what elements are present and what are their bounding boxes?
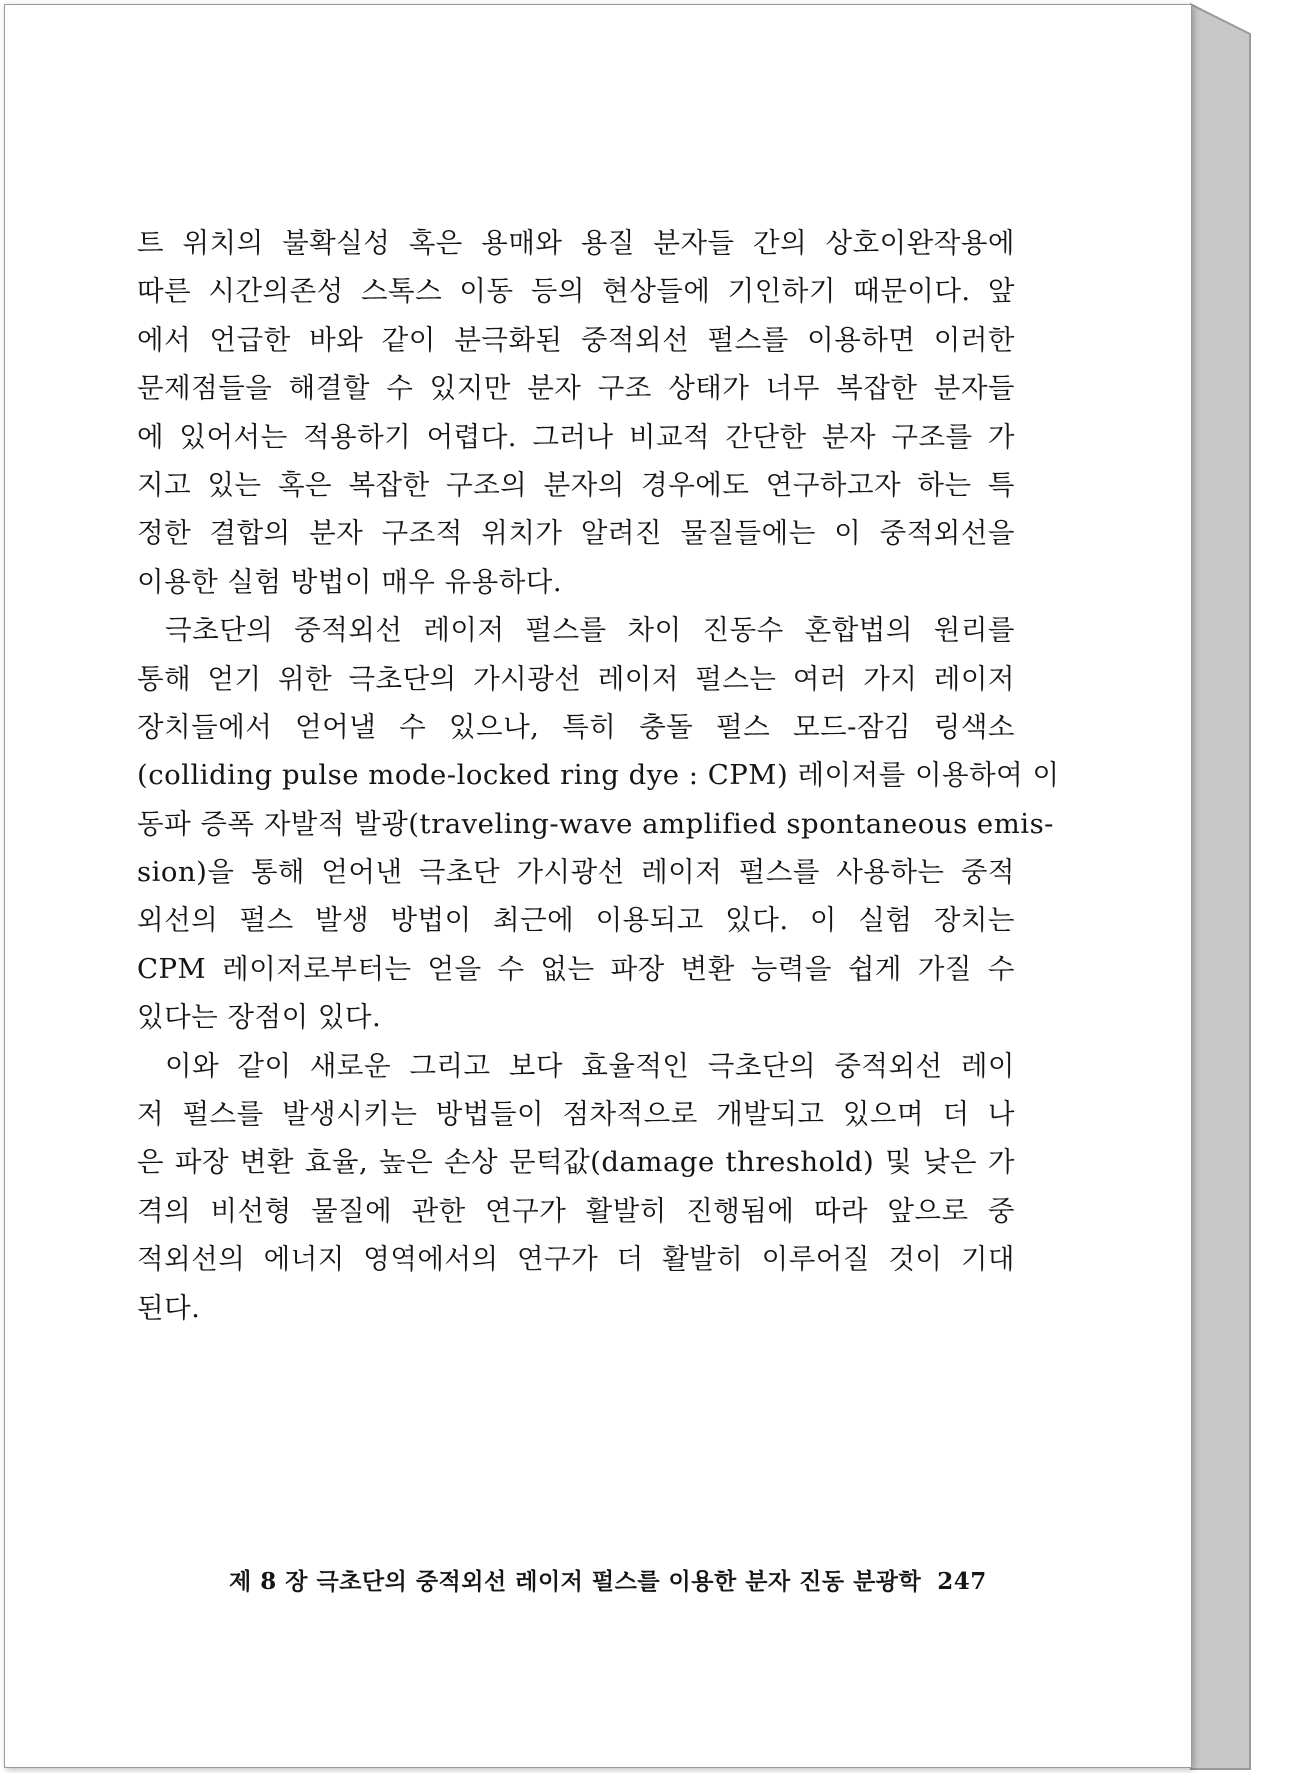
text-line: 문제점들을 해결할 수 있지만 분자 구조 상태가 너무 복잡한 분자들	[137, 372, 1015, 405]
text-line: 정한 결합의 분자 구조적 위치가 알려진 물질들에는 이 중적외선을	[137, 517, 1015, 550]
text-line: 이용한 실험 방법이 매우 유용하다.	[137, 565, 563, 598]
book-page-edge	[1190, 0, 1312, 1773]
text-line: 에 있어서는 적용하기 어렵다. 그러나 비교적 간단한 분자 구조를 가	[137, 420, 1015, 453]
text-line: 격의 비선형 물질에 관한 연구가 활발히 진행됨에 따라 앞으로 중	[137, 1194, 1015, 1227]
text-line: 트 위치의 불확실성 혹은 용매와 용질 분자들 간의 상호이완작용에	[137, 227, 1015, 259]
text-line: 동파 증폭 자발적 발광(traveling-wave amplified spontaneous emis-	[137, 807, 1054, 840]
text-line: 지고 있는 혹은 복잡한 구조의 분자의 경우에도 연구하고자 하는 특	[137, 468, 1015, 501]
text-line: 외선의 펄스 발생 방법이 최근에 이용되고 있다. 이 실험 장치는	[137, 904, 1015, 937]
page-footer	[229, 1559, 989, 1605]
text-line: 극초단의 중적외선 레이저 펄스를 차이 진동수 혼합법의 원리를	[165, 614, 1015, 647]
text-line: 통해 얻기 위한 극초단의 가시광선 레이저 펄스는 여러 가지 레이저	[137, 662, 1015, 695]
body-text	[137, 219, 1060, 1332]
text-line: 저 펄스를 발생시키는 방법들이 점차적으로 개발되고 있으며 더 나	[137, 1098, 1015, 1131]
book-edge-face	[1190, 4, 1250, 1769]
text-line: 적외선의 에너지 영역에서의 연구가 더 활발히 이루어질 것이 기대	[137, 1243, 1015, 1276]
page-number: 247	[937, 1568, 987, 1595]
running-head: 제 8 장 극초단의 중적외선 레이저 펄스를 이용한 분자 진동 분광학	[229, 1568, 922, 1595]
text-line: 은 파장 변환 효율, 높은 손상 문턱값(damage threshold) 및 낮은 가	[137, 1146, 1015, 1179]
text-line: 장치들에서 얻어낼 수 있으나, 특히 충돌 펄스 모드-잠김 링색소	[137, 710, 1015, 743]
text-line: sion)을 통해 얻어낸 극초단 가시광선 레이저 펄스를 사용하는 중적	[137, 856, 1015, 889]
book-edge-graphic	[1190, 0, 1312, 1773]
text-line: 따른 시간의존성 스톡스 이동 등의 현상들에 기인하기 때문이다. 앞	[137, 275, 1015, 308]
page	[4, 4, 1192, 1768]
text-line: (colliding pulse mode-locked ring dye : CPM) 레이저를 이용하여 이	[137, 759, 1060, 792]
text-line: CPM 레이저로부터는 얻을 수 없는 파장 변환 능력을 쉽게 가질 수	[137, 952, 1015, 985]
text-line: 이와 같이 새로운 그리고 보다 효율적인 극초단의 중적외선 레이	[165, 1049, 1015, 1082]
text-line: 된다.	[137, 1291, 201, 1324]
text-line: 있다는 장점이 있다.	[137, 1001, 382, 1034]
text-line: 에서 언급한 바와 같이 분극화된 중적외선 펄스를 이용하면 이러한	[137, 323, 1015, 356]
